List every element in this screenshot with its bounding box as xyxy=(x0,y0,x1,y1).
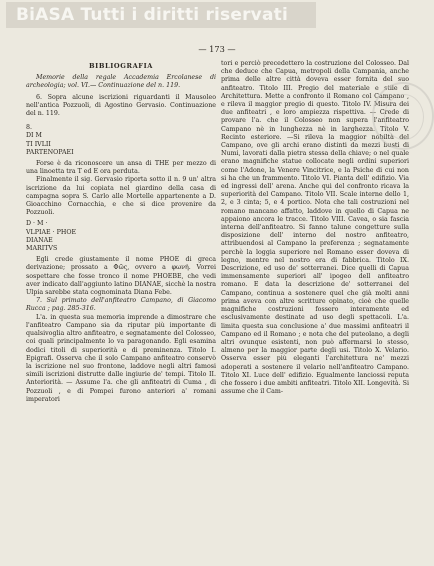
section-title: BIBLIOGRAFIA xyxy=(88,62,153,70)
inscription-line: MARITVS xyxy=(26,245,58,253)
paragraph: Memorie della regale Accademia Ercolanese di archeologia; vol. VI.— Continuazione del n. 119. xyxy=(26,74,216,90)
inscription-line: D · M · xyxy=(26,220,48,228)
paragraph: Forse è da riconoscere un ansa di THE per mezzo di una linoetta tra T ed E ora perduta. xyxy=(26,160,216,176)
watermark-banner: BiASA Tutti i diritti riservati xyxy=(6,2,316,28)
page-number: — 173 — xyxy=(198,44,236,54)
inscription-line: TI IVLII xyxy=(26,140,51,148)
paragraph: Egli crede giustamente il nome PHOE di greca derivazione; prossato a Φῶς, ovvero a φωνή. Vorrei sospettare che fosse tronco il nome PHOEBE, che vedi aver indicato dall'aggiunto latino DIANAE, sicchè la nostra Ulpia sarebbe stata cognominata Diana Febe. xyxy=(26,256,216,297)
paragraph: 6. Sopra alcune iscrizioni riguardanti il Mausoleo nell'antica Pozzuoli, di Agostino Gervasio. Continuazione del n. 119. xyxy=(26,93,216,118)
paragraph: Finalmente il sig. Gervasio riporta sotto il n. 9 un' altra iscrizione da lui copiata nel giardino della casa di campagna sopra S. Carlo alle Mortelle appartenente a D. Gioacchino Cornacchia, e che si dice provenire da Pozzuoli. xyxy=(26,176,216,217)
left-column xyxy=(26,60,216,404)
inscription-line: PARTENOPAEI xyxy=(26,148,74,156)
library-stamp-icon xyxy=(372,82,434,150)
paragraph-number: 8. xyxy=(26,124,33,132)
inscription-line: DIANAE xyxy=(26,236,53,244)
inscription-line: VLPIAE · PHOE xyxy=(26,228,77,236)
paragraph: L'a. in questa sua memoria imprende a dimostrare che l'anfiteatro Campano sia da riputar più importante di qualsivoglia altro anfiteatro, e segnatamente del Colosseo, coi quali principalmente lo va paragonando. Egli esamina dodici titoli di superiorità e di preminenza. Titolo I. Epigrafi. Osserva che il solo Campano anfiteatro conservò la iscrizione nel suo frontone, laddove negli altri famosi simili iscrizioni distrutte dalle ingiurie de' tempi. Titolo II. Anteriorità. — Assume l'a. che gli anfiteatri di Cuma , di Pozzuoli , e di Pompei furono anteriori a' romani imperatori xyxy=(26,313,216,403)
inscription-line: DI M xyxy=(26,132,42,140)
paragraph: 7. Sul primato dell'anfiteatro Campano, di Giacomo Rucca ; pag. 285-316. xyxy=(26,297,216,313)
paragraph: tori e perciò precedettero la costruzione del Colosseo. Dal che deduce che Capua, metropoli della Campania, anche prima delle altre città doveva esser fornita del suo anfiteatro. Titolo III. Pregio del materiale e stile di Architettura. Mette a confronto il Romano col Campano , e rileva il maggior pregio di questo. Titolo IV. Misura dei due anfiteatri , e loro ampiezza rispettiva. — Crede di provare l'a. che il Colosseo non supera l'anfiteatro Campano nè in lunghezza nè in larghezza. Titolo V. Recinto esteriore. —Si rileva la maggior nobiltà del Campano, ove gli archi erano distinti da mezzi busti di Numi, lavorati dalla pietra stessa della chiave; o nel quale erano magnifiche statue collocate negli ordini superiori come l'Adone, la Venere Vincitrice, e la Psiche di cui non si ha che un frammento. Titolo VI. Pianta dell' edifizio. Via ed ingressi dell' arena. Anche qui del confronto ricava la superiorità del Campano. Titolo VII. Scale interne dello 1, 2, e 3 cinta; 5, e 4 portico. Nota che tali costruzioni nel romano mancano affatto, laddove in quello di Capua ne appaiono ancora le tracce. Titolo VIII. Cavea, o sia fascia interna dell'anfiteatro. Si fanno talune congetture sulla disposizione dell' interno del nostro anfiteatro, attribuendosi al Campano la preferenza ; segnatamente perchè la loggia superiore nel Romano esser doveva di legno, mentre nel nostro era di fabbrica. Titolo IX. Descrizione, ed uso de' sotterranei. Dice quelli di Capua immensamente superiori all' ipogeo dell anfiteatro romano. E data la descrizione de' sotterranei del Campano, continua a sostenere quel che già molti anni prima aveva con altre scritture opinato, cioè che quelle magnifiche costruzioni fossero interamente ed esclusivamente destinate ad uso degli spettacoli. L'a. limita questa sua conclusione a' due massimi anfiteatri il Campano ed il Romano ; e nota che del puteolano, a degli altri ovunque esistenti, non può affermarsi lo stesso, almeno per la maggior parte degli usi. Titolo X. Velario. Osserva esser più eleganti l'architettura ne' mezzi adoperati a sostenere il velario nell'anfiteatro Campano. Titolo XI. Luce dell' edifizio. Egualmente lanciossi reputa che fossero i due ambiti anfiteatri. Titolo XII. Longevità. Si assume che il Cam- xyxy=(221,60,409,396)
